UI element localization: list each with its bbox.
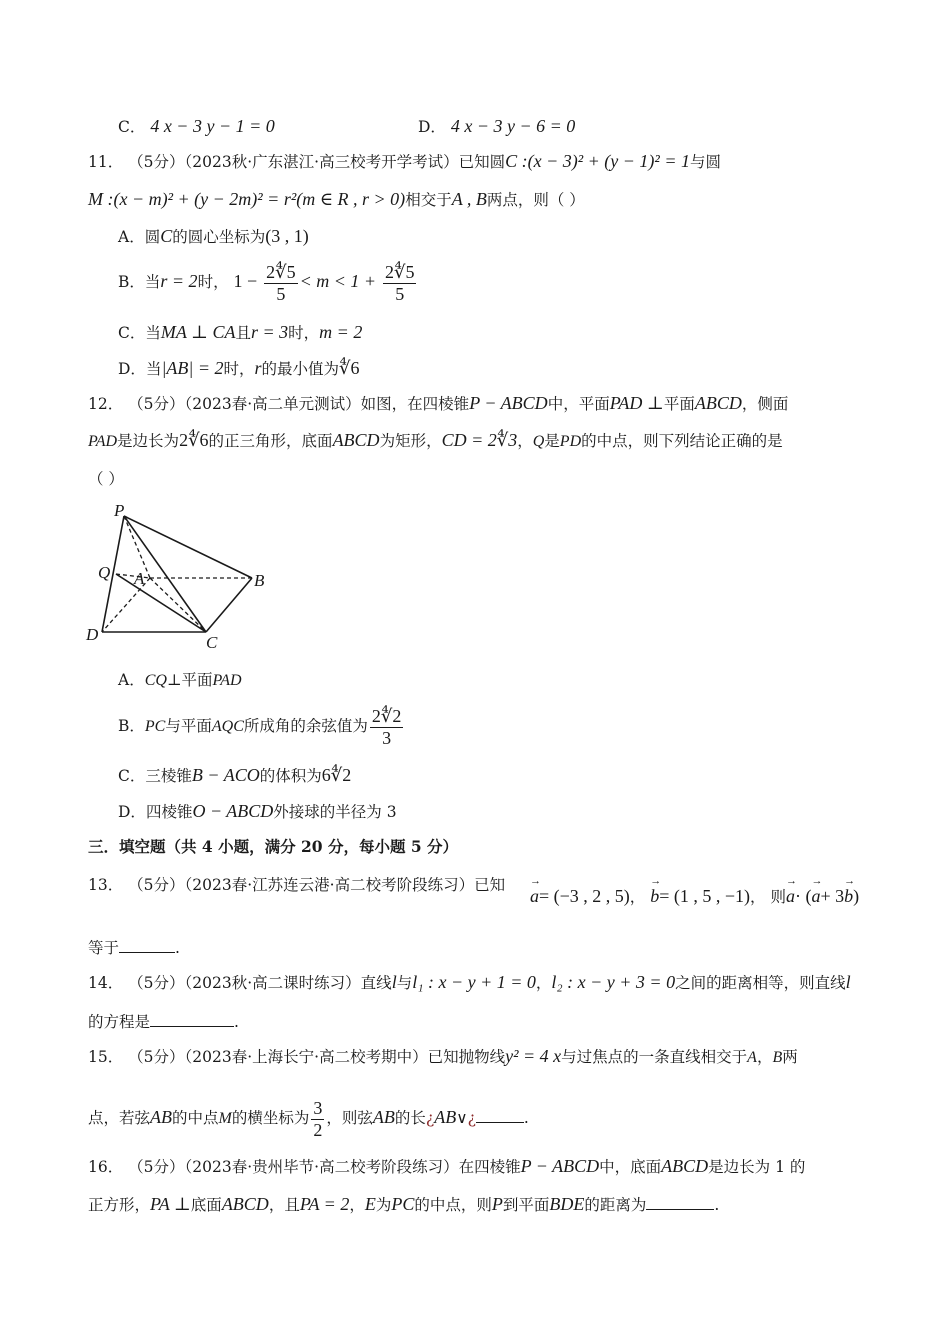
math-expr: AQC [211, 718, 244, 736]
edge-ac-hidden [150, 578, 206, 632]
text: 如图，在四棱锥 [360, 395, 470, 413]
text: 与 [396, 974, 413, 992]
fraction [383, 262, 416, 304]
fraction-numerator: 2∜5 [266, 262, 296, 282]
math-expr: l [391, 972, 397, 992]
text: ，侧面 [741, 395, 789, 413]
q15-stem-line2 [88, 1098, 529, 1140]
text: 直线 [360, 974, 392, 992]
math-expr: B [772, 1049, 783, 1066]
text: ， [349, 1196, 365, 1214]
text: 到平面 [502, 1196, 550, 1214]
vector-a: → a [786, 886, 795, 908]
question-source: （2023秋·高二课时练习） [184, 974, 361, 992]
question-source: （2023春·江苏连云港·高二校考阶段练习） [184, 876, 475, 894]
text: 时， [288, 324, 320, 342]
text: 所成角的余弦值为 [243, 717, 368, 736]
text: 的横坐标为 [231, 1109, 310, 1128]
option-label: D． [118, 803, 146, 821]
label-c: C [206, 633, 218, 650]
math-expr: E [364, 1194, 376, 1214]
q15-stem-line1 [88, 1046, 798, 1068]
math-expr: M :(x − m)² + (y − 2m)² = r²(m ∈ R , r > 0) [88, 189, 406, 209]
text: 底面 [190, 1196, 222, 1214]
text: 的距离为 [584, 1196, 647, 1214]
math-expr: 4 x − 3 y − 1 = 0 [150, 116, 275, 136]
section-title: 三．填空题（共 4 小题，满分 20 分，每小题 5 分） [88, 837, 459, 856]
glitch-char: ¿ [467, 1109, 476, 1128]
q11-option-b [118, 262, 418, 304]
text: 且 [235, 324, 251, 342]
label-q: Q [98, 563, 111, 582]
q12-option-c [118, 765, 351, 787]
text: 中，平面 [547, 395, 610, 413]
text: 圆 [144, 228, 161, 246]
math-expr: l [845, 972, 851, 992]
math-expr: ABCD [694, 393, 742, 413]
math-expr: AB [372, 1107, 395, 1128]
math-expr: A , B [451, 189, 487, 209]
text: 在四棱锥 [458, 1158, 521, 1176]
text: 已知抛物线 [427, 1048, 506, 1066]
math-expr: P − ABCD [520, 1156, 600, 1176]
question-source: （2023春·贵州毕节·高二校考阶段练习） [184, 1158, 459, 1176]
math-expr: 2∜6 [179, 430, 209, 450]
q13-stem-line1 [88, 876, 505, 895]
text: 时， [197, 273, 229, 292]
text: 平面 [663, 395, 695, 413]
option-label: A． [118, 671, 145, 689]
math-expr: ABCD [661, 1156, 709, 1176]
label-d: D [86, 625, 99, 644]
question-number: 11． [88, 153, 124, 171]
math-expr: = (1 , 5 , −1) [659, 886, 751, 906]
fraction-numerator: 3 [313, 1098, 323, 1118]
option-label: C． [118, 118, 146, 136]
math-expr: C :(x − 3)² + (y − 1)² = 1 [505, 151, 690, 171]
text: 的中点，则 [414, 1196, 492, 1214]
text: 的中点 [172, 1109, 219, 1128]
text: ⊥平面 [166, 671, 213, 689]
text: 则 [770, 888, 787, 906]
math-expr: CQ [144, 672, 167, 689]
math-expr: y² = 4 x [505, 1046, 562, 1066]
glitch-char: ∨ [456, 1109, 468, 1128]
text: . [523, 1109, 529, 1128]
question-source: （2023春·上海长宁·高二校考期中） [184, 1048, 428, 1066]
math-expr: = (−3 , 2 , 5) [539, 886, 630, 906]
edge-qc [116, 574, 206, 632]
question-source: （2023秋·广东湛江·高三校考开学考试） [184, 153, 459, 171]
pyramid-figure [80, 498, 280, 650]
q16-stem-line1 [88, 1156, 805, 1178]
q11-option-d [118, 358, 360, 380]
option-label: D． [418, 118, 446, 136]
math-expr: PC [144, 718, 166, 736]
text: 的正三角形，底面 [208, 432, 333, 450]
math-expr: BDE [549, 1194, 585, 1214]
math-expr: PD [559, 433, 582, 450]
math-expr: · ( [795, 886, 812, 906]
q14-stem-line1 [88, 972, 851, 994]
text: 是 [544, 432, 560, 450]
fraction [311, 1098, 324, 1140]
math-expr: CD = 2∜3 [441, 430, 518, 450]
question-score: （5分） [128, 395, 185, 413]
math-expr: r = 2 [160, 271, 198, 292]
text: 的长 [394, 1109, 426, 1128]
math-expr: P − ABCD [469, 393, 548, 413]
math-expr: AB [434, 1107, 457, 1128]
question-score: （5分） [128, 153, 185, 171]
text: 的最小值为 [261, 360, 340, 378]
text: 的方程是 [88, 1013, 151, 1031]
math-expr: r [254, 358, 262, 378]
question-number: 15． [88, 1048, 124, 1066]
math-expr: |AB| = 2 [161, 358, 224, 378]
math-expr: ∜6 [339, 358, 360, 378]
math-expr: PC [391, 1194, 415, 1214]
math-expr: PA = 2 [299, 1194, 350, 1214]
text: ，且 [268, 1196, 300, 1214]
question-number: 16． [88, 1158, 124, 1176]
fraction-numerator: 2∜2 [371, 706, 402, 726]
text: 相交于 [405, 191, 452, 209]
math-expr: Q [532, 433, 545, 450]
option-label: C． [118, 324, 146, 342]
text: ， [756, 1048, 773, 1066]
q14-stem-line2 [88, 1012, 239, 1032]
math-expr: 4 x − 3 y − 6 = 0 [450, 116, 576, 136]
fraction [370, 706, 403, 748]
text: 正方形， [88, 1196, 151, 1214]
q10-option-d [418, 116, 575, 138]
answer-blank[interactable] [476, 1108, 524, 1123]
math-expr: l₂ : x − y + 3 = 0 [551, 972, 676, 992]
fraction-denominator: 2 [313, 1119, 323, 1140]
text: ， [517, 432, 533, 450]
math-expr: C [160, 226, 173, 246]
text: 当 [144, 273, 161, 292]
option-label: C． [118, 767, 146, 785]
math-expr: A [747, 1049, 757, 1066]
text: 的圆心坐标为 [172, 228, 266, 246]
text: 四棱锥 [145, 803, 193, 821]
vector-a: → a [812, 886, 821, 908]
math-expr: B − ACO [191, 765, 260, 785]
math-expr: 6∜2 [321, 765, 352, 785]
math-expr: PAD [212, 672, 242, 689]
text: ， [750, 888, 766, 906]
q12-stem-line3 [88, 470, 124, 489]
text: 之间的距离相等，则直线 [675, 974, 846, 992]
math-expr: ABCD [332, 430, 380, 450]
question-score: （5分） [128, 974, 185, 992]
q11-option-c [118, 322, 362, 344]
option-label: B． [118, 273, 145, 292]
text: 当 [145, 324, 161, 342]
option-label: D． [118, 360, 146, 378]
text: 点，若弦 [88, 1109, 151, 1128]
math-expr: PAD ⊥ [609, 393, 664, 413]
q11-stem-line2 [88, 189, 585, 211]
math-expr: + 3 [820, 886, 845, 906]
text: . [714, 1196, 720, 1214]
text: 已知 [474, 876, 506, 894]
option-label: B． [118, 717, 145, 736]
fraction-denominator: 5 [276, 283, 286, 304]
q11-option-a [118, 226, 309, 248]
text: 中，底面 [599, 1158, 662, 1176]
vector-a: → a [530, 886, 539, 908]
math-expr: l₁ : x − y + 1 = 0 [412, 972, 536, 992]
question-score: （5分） [128, 876, 185, 894]
text: 的中点，则下列结论正确的是 [581, 432, 783, 450]
question-score: （5分） [128, 1048, 185, 1066]
math-expr: m = 2 [319, 322, 363, 342]
answer-blank[interactable] [646, 1195, 714, 1210]
math-expr: PA ⊥ [150, 1194, 191, 1214]
text: 是边长为 [117, 432, 180, 450]
text: 为 [375, 1196, 392, 1214]
label-b: B [254, 571, 265, 590]
text: 是边长为 1 的 [708, 1158, 806, 1176]
text: 当 [145, 360, 162, 378]
fraction-numerator: 2∜5 [384, 262, 415, 282]
label-p: P [114, 501, 125, 520]
math-expr: PAD [88, 433, 118, 450]
q16-stem-line2 [88, 1194, 719, 1216]
q12-stem-line1 [88, 393, 788, 415]
q12-option-d [118, 801, 397, 823]
math-expr: O − ABCD [192, 801, 274, 821]
question-number: 14． [88, 974, 124, 992]
text: . [234, 1013, 239, 1031]
text: 已知圆 [458, 153, 506, 171]
question-number: 13． [88, 876, 124, 894]
math-expr: (3 , 1) [265, 226, 309, 246]
math-expr: M [218, 1110, 232, 1128]
math-expr: ) [853, 886, 860, 906]
math-expr: ABCD [221, 1194, 269, 1214]
vector-b: → b [844, 886, 853, 908]
q12-option-a [118, 671, 242, 690]
q10-option-c [118, 116, 275, 138]
fraction-denominator: 5 [395, 283, 405, 304]
math-expr: r = 3 [251, 322, 289, 342]
q12-option-b [118, 706, 405, 748]
text: 与过焦点的一条直线相交于 [561, 1048, 748, 1066]
text: 与平面 [165, 717, 212, 736]
question-score: （5分） [128, 1158, 185, 1176]
text: 为矩形， [379, 432, 442, 450]
text: 三棱锥 [145, 767, 192, 785]
vector-b: → b [650, 886, 659, 908]
math-expr: 1 − [233, 271, 258, 292]
text: ，则弦 [326, 1109, 373, 1128]
text: 两点，则（ ） [486, 191, 585, 209]
answer-blank[interactable] [119, 938, 175, 953]
label-a: A [134, 569, 145, 588]
answer-paren: （ ） [88, 470, 124, 488]
answer-blank[interactable] [150, 1012, 234, 1027]
math-expr: AB [150, 1107, 173, 1128]
question-source: （2023春·高二单元测试） [184, 395, 361, 413]
text: 与圆 [689, 153, 721, 171]
text: ， [535, 974, 552, 992]
option-label: A． [118, 228, 145, 246]
q11-stem-line1 [88, 151, 721, 173]
glitch-char: ¿ [425, 1109, 435, 1128]
text: . [175, 939, 180, 957]
question-number: 12． [88, 395, 124, 413]
math-expr: < m < 1 + [299, 271, 377, 292]
text: ， [629, 888, 646, 906]
math-expr: P [491, 1194, 503, 1214]
fraction-denominator: 3 [382, 727, 392, 748]
text: 时， [223, 360, 255, 378]
edge-cb [206, 578, 252, 632]
text: 的体积为 [259, 767, 322, 785]
fraction [264, 262, 297, 304]
text: 等于 [88, 939, 120, 957]
text: 两 [782, 1048, 798, 1066]
text: 外接球的半径为 3 [273, 803, 397, 821]
q13-vector-exprs [530, 886, 859, 908]
q12-stem-line2 [88, 430, 783, 452]
q13-stem-line2 [88, 938, 180, 958]
math-expr: MA ⊥ CA [160, 322, 236, 342]
